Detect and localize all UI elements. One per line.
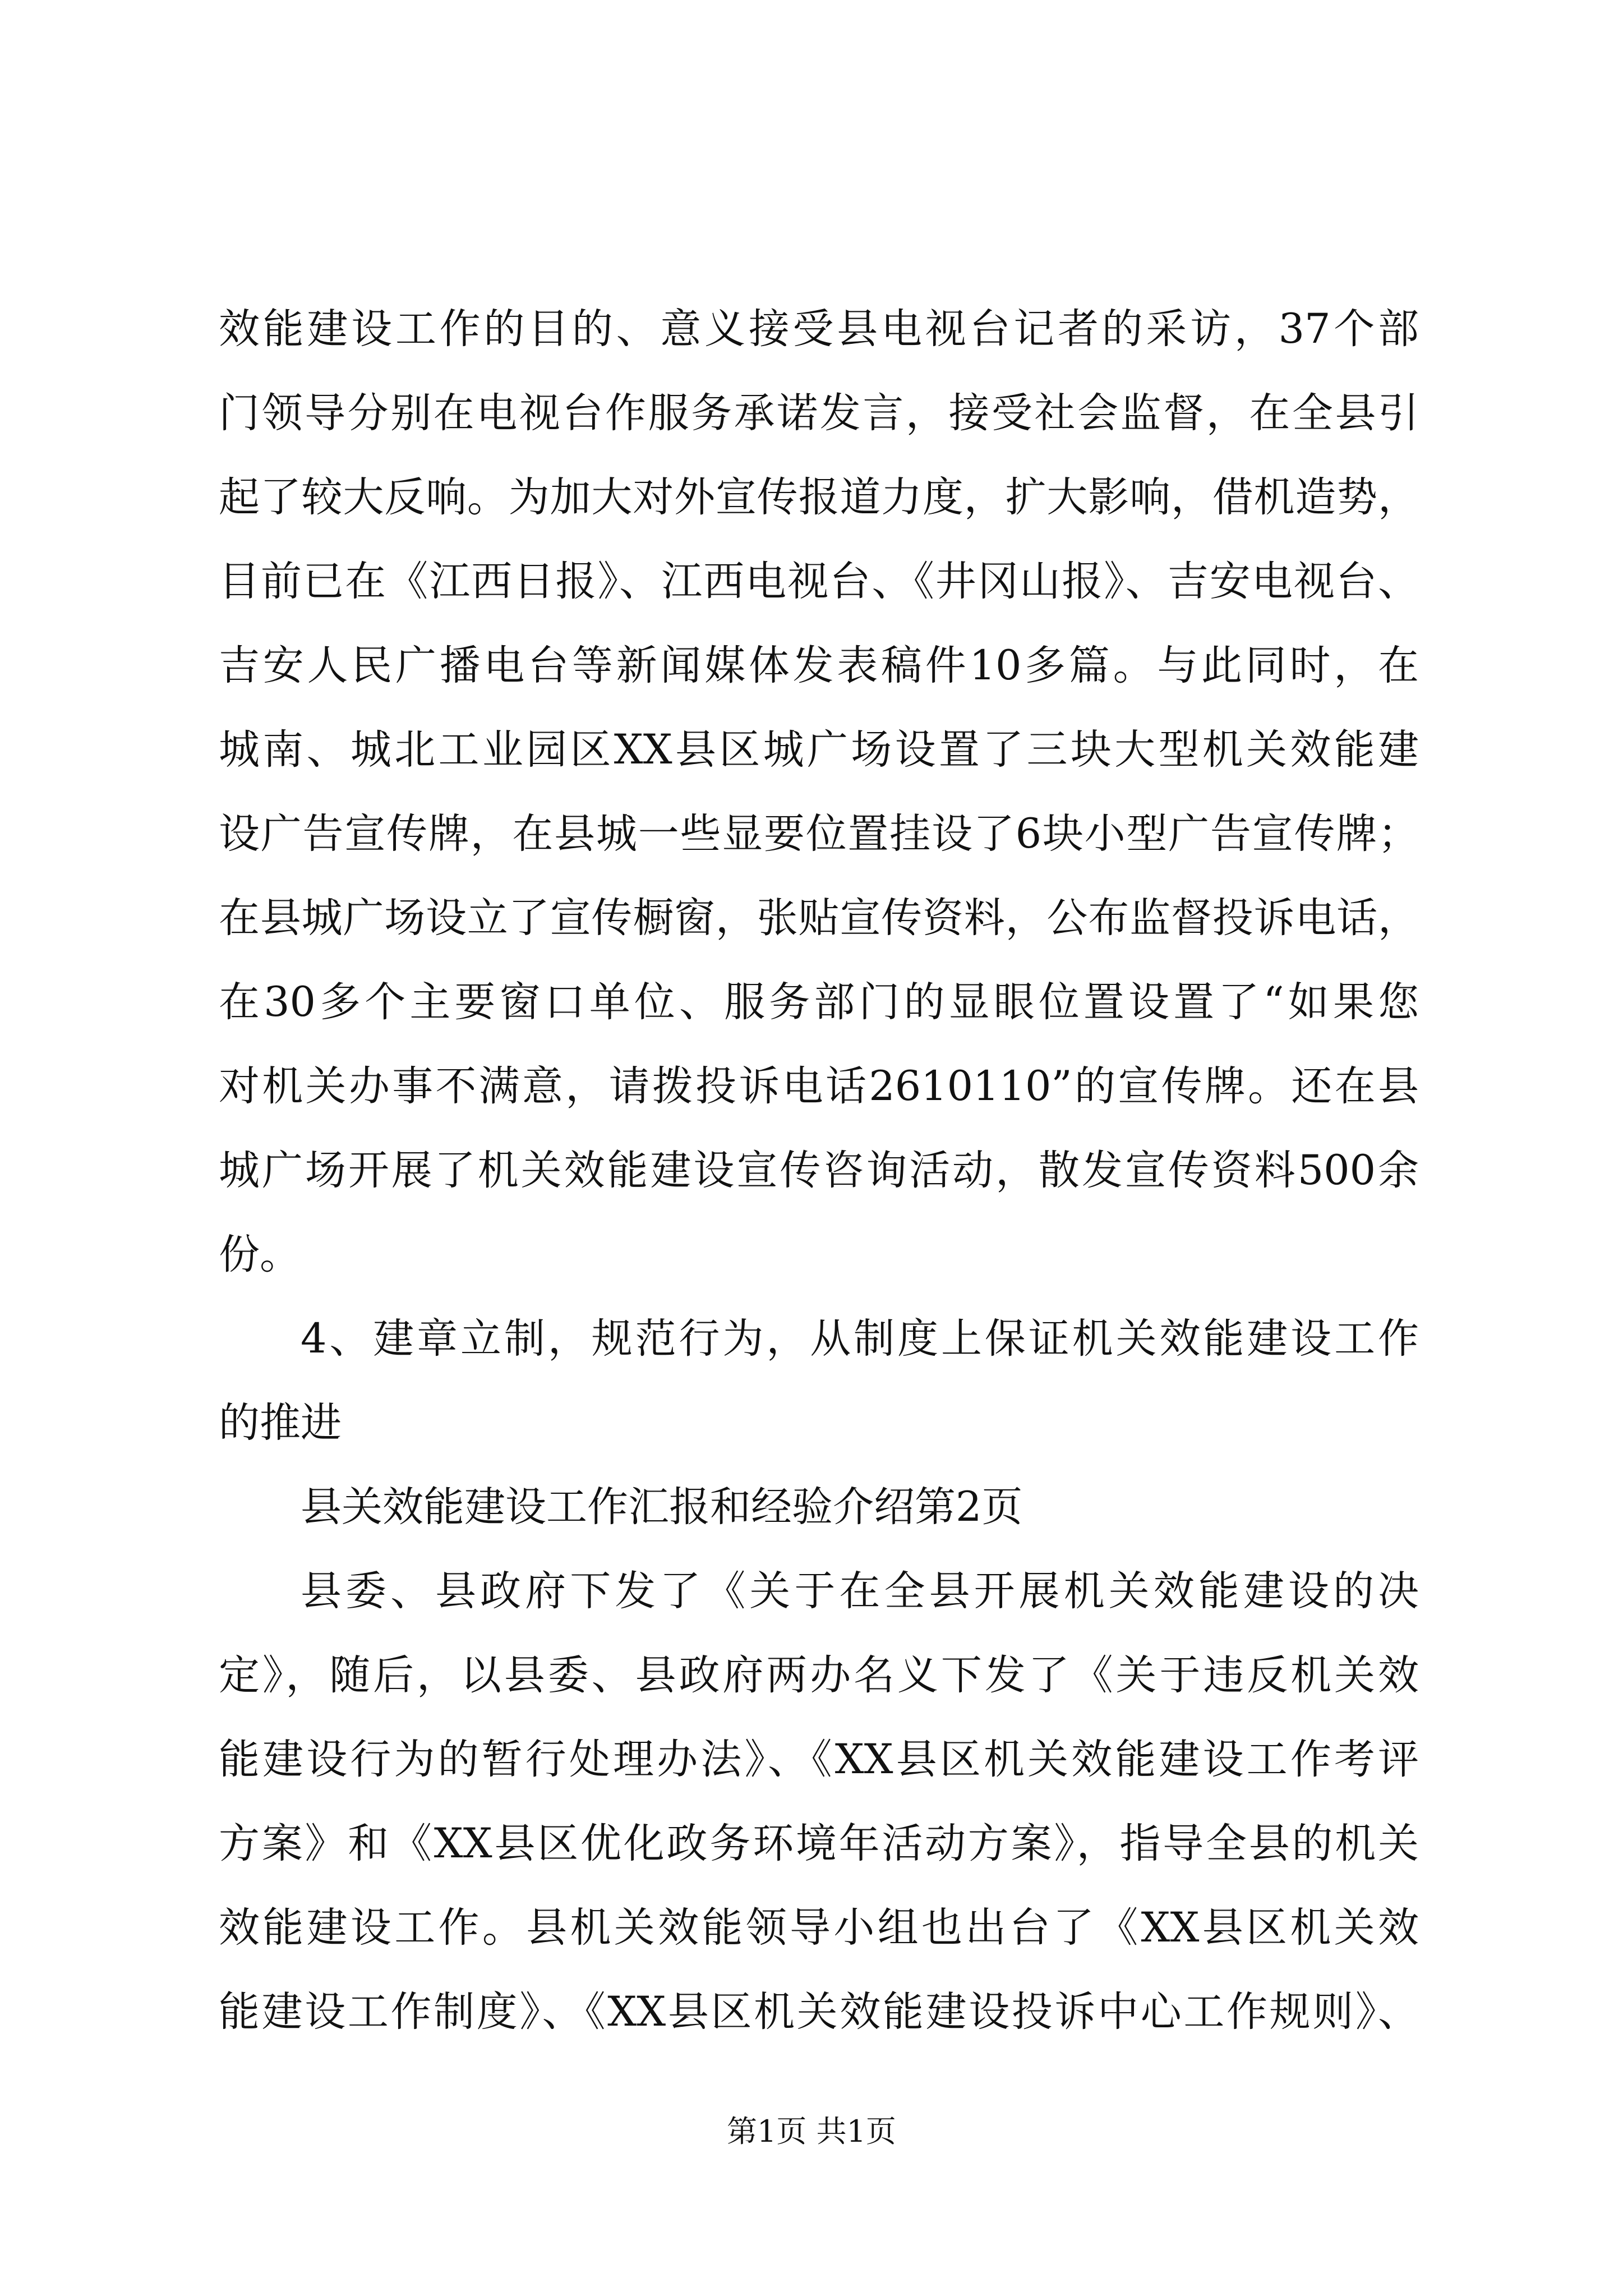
text-line: 城南、城北工业园区XX县区城广场设置了三块大型机关效能建 bbox=[219, 726, 1419, 774]
text-line: 门领导分别在电视台作服务承诺发言，接受社会监督，在全县引 bbox=[219, 389, 1419, 437]
document-body bbox=[219, 287, 1419, 2054]
text-line: 份。 bbox=[219, 1231, 301, 1278]
text-line: 在30多个主要窗口单位、服务部门的显眼位置设置了“如果您 bbox=[219, 978, 1419, 1026]
text-line: 对机关办事不满意，请拨投诉电话2610110”的宣传牌。还在县 bbox=[219, 1062, 1419, 1110]
text-line: 效能建设工作。县机关效能领导小组也出台了《XX县区机关效 bbox=[219, 1904, 1419, 1952]
text-line: 目前已在《江西日报》、江西电视台、《井冈山报》、吉安电视台、 bbox=[219, 558, 1419, 605]
text-line: 能建设行为的暂行处理办法》、《XX县区机关效能建设工作考评 bbox=[219, 1736, 1419, 1783]
text-line: 在县城广场设立了宣传橱窗，张贴宣传资料，公布监督投诉电话， bbox=[219, 894, 1419, 942]
text-line: 设广告宣传牌，在县城一些显要位置挂设了6块小型广告宣传牌； bbox=[219, 810, 1419, 858]
text-line: 吉安人民广播电台等新闻媒体发表稿件10多篇。与此同时，在 bbox=[219, 642, 1419, 689]
text-line: 定》，随后，以县委、县政府两办名义下发了《关于违反机关效 bbox=[219, 1651, 1419, 1699]
text-line: 起了较大反响。为加大对外宣传报道力度，扩大影响，借机造势， bbox=[219, 473, 1419, 521]
text-line: 城广场开展了机关效能建设宣传咨询活动，散发宣传资料500余 bbox=[219, 1147, 1419, 1194]
text-line: 方案》和《XX县区优化政务环境年活动方案》，指导全县的机关 bbox=[219, 1820, 1419, 1867]
page-subtitle: 县关效能建设工作汇报和经验介绍第2页 bbox=[301, 1483, 1023, 1531]
text-line: 效能建设工作的目的、意义接受县电视台记者的采访，37个部 bbox=[219, 305, 1419, 353]
section-heading: 4、建章立制，规范行为，从制度上保证机关效能建设工作 bbox=[301, 1315, 1419, 1363]
text-line: 能建设工作制度》、《XX县区机关效能建设投诉中心工作规则》、 bbox=[219, 1988, 1419, 2036]
text-line: 县委、县政府下发了《关于在全县开展机关效能建设的决 bbox=[301, 1567, 1419, 1615]
section-heading-continued: 的推进 bbox=[219, 1399, 342, 1447]
page-footer: 第1页 共1页 bbox=[727, 2114, 896, 2149]
